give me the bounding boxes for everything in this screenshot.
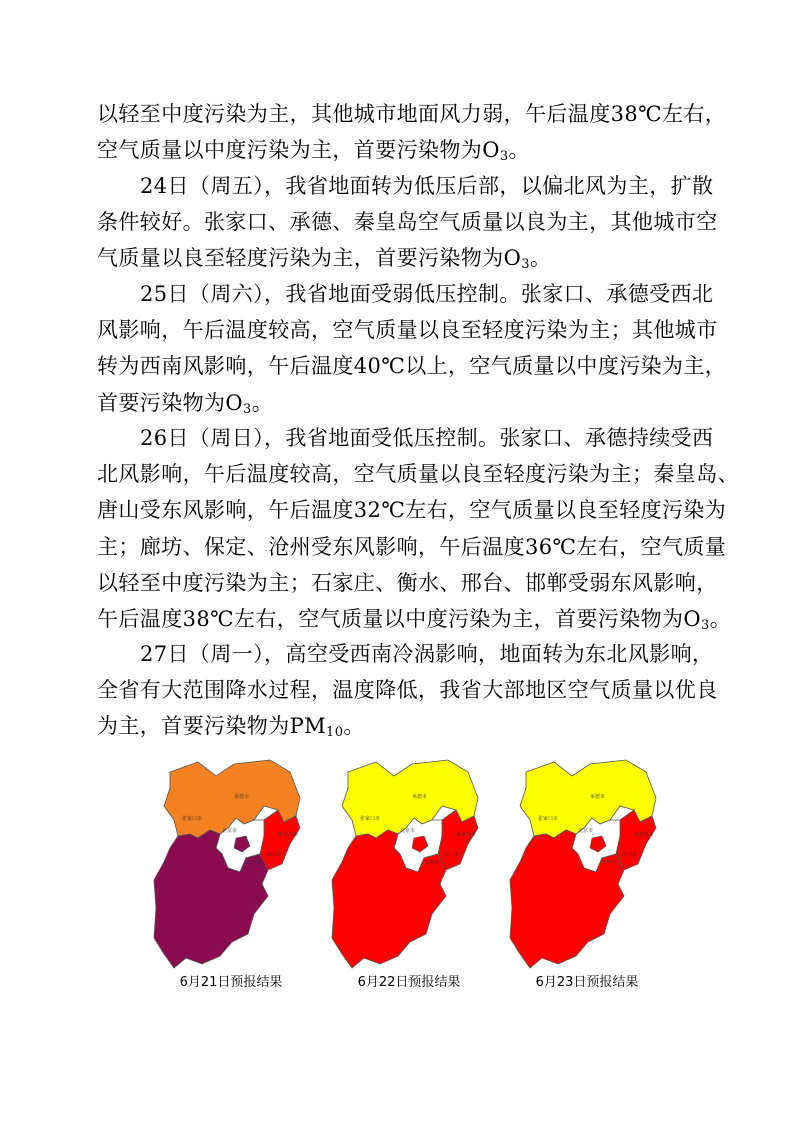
- city-label: 承德市: [590, 794, 606, 800]
- punctuation: 。: [529, 246, 552, 271]
- city-label: 天津市: [602, 860, 618, 866]
- text-line: [97, 420, 714, 456]
- paragraph-0: [97, 96, 727, 168]
- city-label: 张家口市: [182, 816, 203, 822]
- line-text: 唐山受东风影响，午后温度32℃左右，空气质量以良至轻度污染为: [97, 498, 727, 523]
- line-text: 全省有大范围降水过程，温度降低，我省大部地区空气质量以优良: [97, 678, 718, 703]
- punctuation: 。: [709, 606, 732, 631]
- punctuation: 。: [508, 138, 530, 163]
- text-line: [97, 348, 727, 384]
- city-label: 唐山市: [266, 852, 282, 858]
- text-line: [97, 456, 739, 492]
- line-text: 26日（周日），我省地面受低压控制。张家口、承德持续受西: [140, 426, 714, 450]
- city-label: 承德市: [234, 794, 250, 800]
- text-line: [97, 204, 718, 240]
- subscript: 3: [499, 149, 509, 165]
- map-caption-0621: 6月21日预报结果: [179, 975, 283, 990]
- text-line: [97, 168, 714, 204]
- city-label: 唐山市: [622, 852, 638, 858]
- paragraph-3: [97, 420, 739, 637]
- line-text: 主；廊坊、保定、沧州受东风影响，午后温度36℃左右，空气质量: [97, 534, 727, 559]
- subscript: 3: [701, 617, 710, 633]
- city-label: 张家口市: [538, 816, 559, 822]
- city-label: 北京市: [578, 828, 594, 834]
- text-line: [97, 96, 727, 132]
- map-caption-0623: 6月23日预报结果: [535, 975, 639, 990]
- text-line: [97, 672, 718, 708]
- paragraph-1: [97, 168, 718, 277]
- line-text: 为主，首要污染物为PM: [97, 714, 327, 739]
- city-label: 唐山市: [444, 852, 460, 858]
- text-line: [97, 529, 727, 565]
- punctuation: 。: [251, 390, 274, 415]
- text-line: [97, 492, 727, 528]
- text-line: [97, 636, 714, 672]
- city-label: 秦皇岛市: [456, 832, 477, 838]
- line-text: 24日（周五），我省地面转为低压后部，以偏北风为主，扩散: [140, 174, 714, 198]
- paragraph-2: [97, 276, 727, 421]
- city-label: 北京市: [400, 828, 416, 834]
- forecast-map-0621: [150, 758, 312, 973]
- text-line: [97, 708, 709, 744]
- line-text: 25日（周六），我省地面受弱低压控制。张家口、承德受西北: [140, 282, 714, 306]
- subscript: 3: [521, 257, 530, 273]
- subscript: 10: [326, 725, 344, 741]
- text-line: [97, 132, 709, 168]
- city-label: 秦皇岛市: [278, 832, 299, 838]
- line-text: 北风影响，午后温度较高，空气质量以良至轻度污染为主；秦皇岛、: [97, 462, 739, 487]
- line-text: 条件较好。张家口、承德、秦皇岛空气质量以良为主，其他城市空: [97, 210, 718, 235]
- hebei-map: [328, 758, 490, 973]
- line-text: 首要污染物为O: [97, 390, 244, 415]
- text-line: [97, 601, 732, 637]
- hebei-map: [506, 758, 668, 973]
- line-text: 空气质量以中度污染为主，首要污染物为O: [97, 138, 500, 163]
- map-caption-0622: 6月22日预报结果: [357, 975, 461, 990]
- city-label: 天津市: [246, 860, 262, 866]
- city-label: 天津市: [424, 860, 440, 866]
- line-text: 以轻至中度污染为主；石家庄、衡水、邢台、邯郸受弱东风影响，: [97, 570, 718, 595]
- text-line: [97, 276, 714, 312]
- subscript: 3: [243, 401, 252, 417]
- forecast-maps: [150, 758, 670, 998]
- hebei-map: [150, 758, 312, 973]
- text-line: [97, 565, 718, 601]
- punctuation: 。: [343, 714, 365, 739]
- forecast-map-0622: [328, 758, 490, 973]
- line-text: 气质量以良至轻度污染为主，首要污染物为O: [97, 246, 522, 271]
- city-label: 张家口市: [360, 816, 381, 822]
- forecast-map-0623: [506, 758, 668, 973]
- line-text: 27日（周一），高空受西南冷涡影响，地面转为东北风影响，: [140, 642, 714, 666]
- line-text: 风影响，午后温度较高，空气质量以良至轻度污染为主；其他城市: [97, 318, 718, 343]
- text-line: [97, 385, 709, 421]
- paragraph-4: [97, 636, 718, 745]
- city-label: 承德市: [412, 794, 428, 800]
- text-line: [97, 312, 718, 348]
- city-label: 秦皇岛市: [634, 832, 655, 838]
- line-text: 转为西南风影响，午后温度40℃以上，空气质量以中度污染为主，: [97, 354, 727, 379]
- city-label: 北京市: [222, 828, 238, 834]
- line-text: 以轻至中度污染为主，其他城市地面风力弱，午后温度38℃左右，: [97, 102, 727, 126]
- line-text: 午后温度38℃左右，空气质量以中度污染为主，首要污染物为O: [97, 606, 702, 631]
- text-line: [97, 240, 709, 276]
